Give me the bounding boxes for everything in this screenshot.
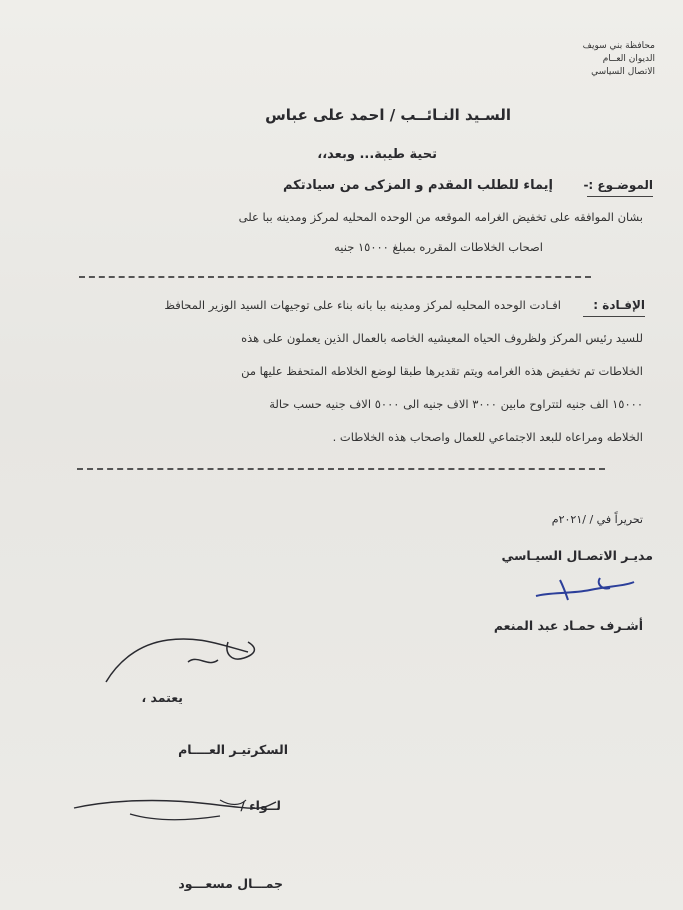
divider-1 (79, 276, 591, 278)
reply-body-line-2: للسيد رئيس المركز ولظروف الحياه المعيشيه الخاصه بالعمال الذين يعملون على هذه (241, 331, 643, 345)
subject-text: إيماء للطلب المقدم و المزكى من سيادتكم (282, 178, 553, 193)
manager-title: مديـر الاتصـال السيـاسي (501, 548, 653, 563)
reply-body-line-4: ١٥٠٠٠ الف جنيه لتتراوح مابين ٣٠٠٠ الاف جنيه الى ٥٠٠٠ الاف جنيه حسب حالة (269, 397, 643, 411)
subject-label: الموضـوع :- (583, 178, 653, 192)
manager-name: أشـرف حمـاد عبد المنعم (493, 618, 643, 633)
addressee: السـيد النـائــب / احمد على عباس (265, 106, 511, 124)
secretary-name: جمـــال مسعـــود (178, 876, 283, 891)
secretary-signature (70, 790, 280, 830)
subject-body-line-2: اصحاب الخلاطات المقرره بمبلغ ١٥٠٠٠ جنيه (334, 240, 543, 254)
stamp-line-diwan: الديوان العــام (602, 54, 655, 64)
secretary-rank: لــواء / (240, 798, 281, 813)
reply-body-line-5: الخلاطه ومراعاه للبعد الاجتماعي للعمال واصحاب هذه الخلاطات . (332, 430, 643, 444)
stamp-line-governorate: محافظة بني سويف (582, 41, 655, 51)
subject-label-underline (587, 196, 653, 197)
greeting: تحية طيبة... وبعد،، (317, 147, 437, 162)
divider-2 (77, 468, 605, 470)
subject-body-line-1: بشان الموافقه على تخفيض الغرامه الموقعه من الوحده المحليه لمركز ومدينه ببا على (238, 210, 643, 224)
approval-signature (98, 632, 278, 688)
approval-label: يعتمد ، (141, 690, 183, 705)
manager-signature (530, 572, 640, 608)
reply-body-line-1: افـادت الوحده المحليه لمركز ومدينه ببا بانه بناء على توجيهات السيد الوزير المحافظ (164, 298, 561, 312)
header-stamp (583, 40, 655, 79)
reply-body-line-3: الخلاطات تم تخفيض هذه الغرامه ويتم تقديرها طبقا لوضع الخلاطه المتحفظ عليها من (241, 364, 643, 378)
reply-label: الإفـادة : (593, 298, 645, 312)
stamp-line-department: الاتصال السياسي (591, 67, 655, 77)
secretary-title: السكرتيـر العــــام (178, 742, 288, 757)
date-line: تحريراً في / /٢٠٢١م (551, 513, 643, 526)
reply-label-underline (583, 316, 645, 317)
